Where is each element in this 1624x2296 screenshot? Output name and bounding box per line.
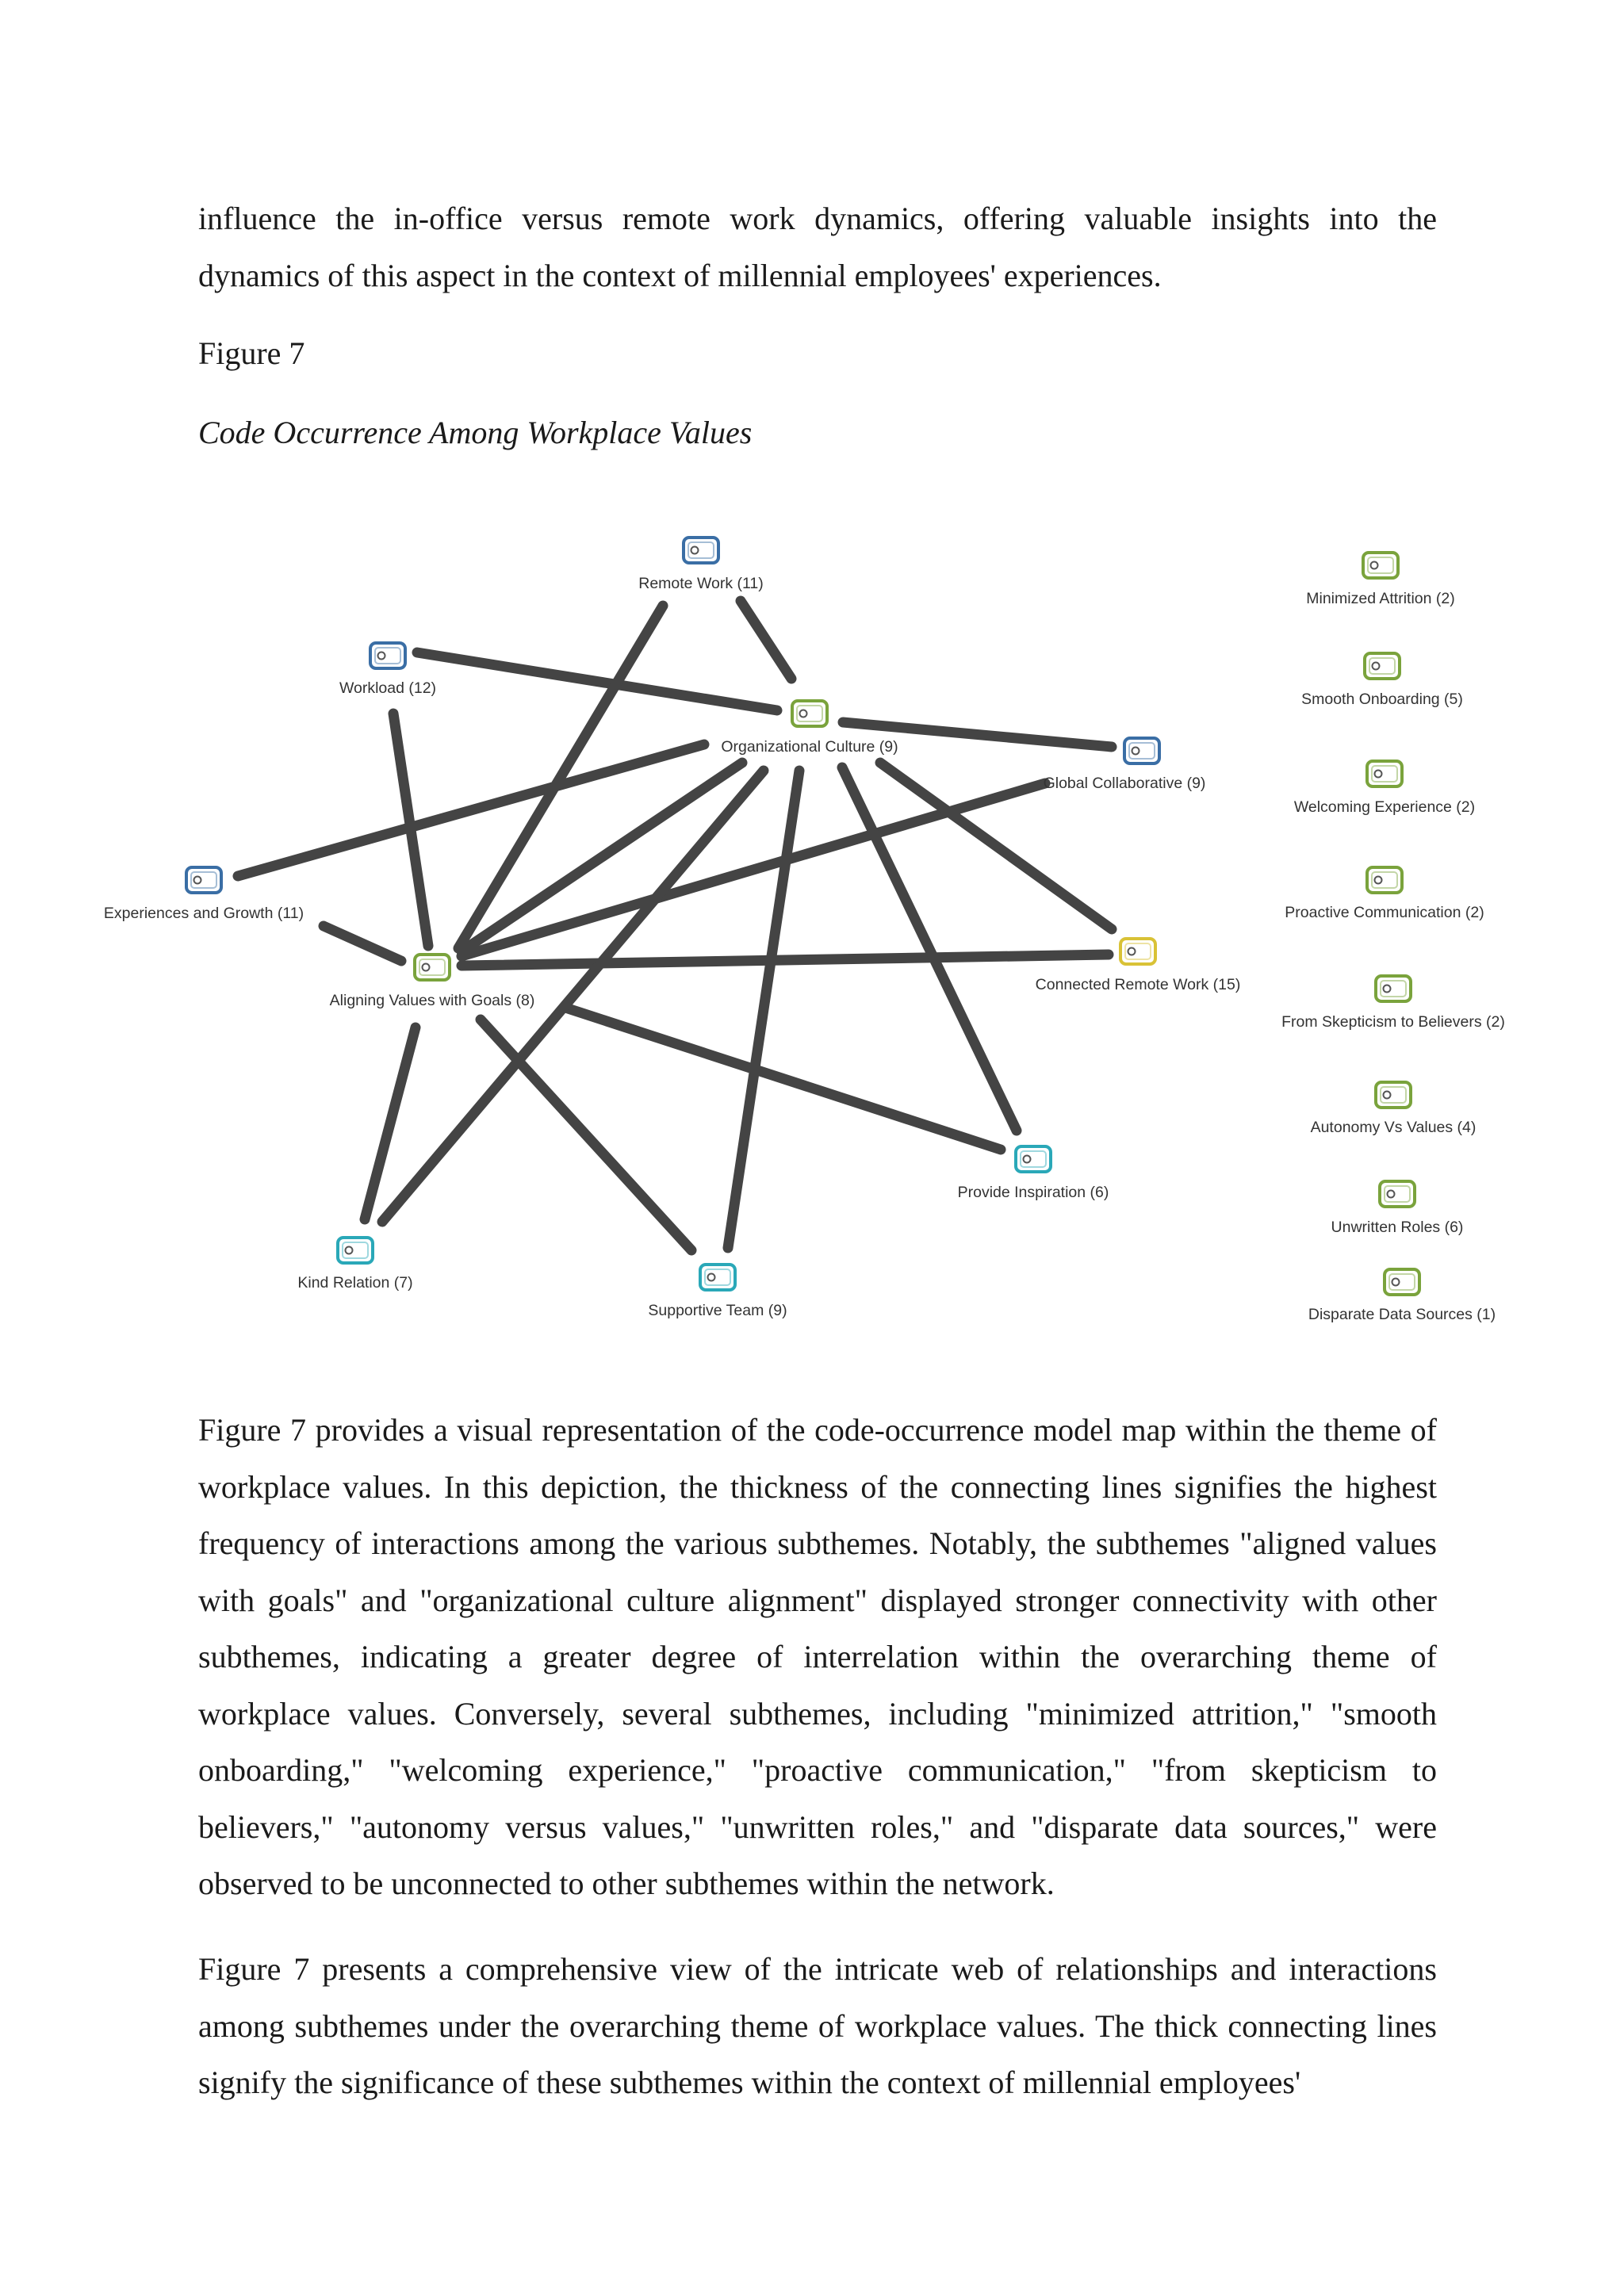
node-label: Smooth Onboarding (5) <box>1301 691 1463 708</box>
node-smooth-onboarding <box>1301 653 1463 708</box>
edge-aligning-values-to-global-collab <box>462 783 1045 956</box>
code-tag-icon <box>1363 553 1398 578</box>
code-occurrence-network <box>0 507 1624 1348</box>
code-tag-icon <box>415 955 450 980</box>
node-proactive-communication <box>1285 867 1484 921</box>
node-label: Organizational Culture (9) <box>721 738 898 756</box>
code-tag-icon <box>1120 939 1155 964</box>
intro-paragraph: influence the in-office versus remote work dynamics, offering valuable insights into the dynamics of this aspect in the context of millennial employees' experiences. <box>198 201 1437 293</box>
code-tag-icon <box>1365 653 1400 679</box>
node-label: Provide Inspiration (6) <box>957 1184 1109 1201</box>
edge-remote-work-to-aligning-values <box>458 606 663 948</box>
node-disparate-data <box>1308 1269 1496 1323</box>
edge-aligning-values-to-org-culture <box>462 763 742 951</box>
code-tag-icon <box>1380 1181 1415 1207</box>
edge-aligning-values-to-provide-inspiration <box>568 1008 1001 1150</box>
node-label: Proactive Communication (2) <box>1285 904 1484 921</box>
summary-paragraph: Figure 7 presents a comprehensive view of the intricate web of relationships and interactions among subthemes under the overarching theme of workplace values. The thick connecting lines signify the significance of these subthemes within the context of millennial employees' <box>198 1951 1437 2100</box>
node-supportive-team <box>648 1265 787 1319</box>
code-tag-icon <box>1016 1146 1051 1172</box>
node-label: Kind Relation (7) <box>297 1274 413 1292</box>
node-label: Autonomy Vs Values (4) <box>1310 1119 1477 1136</box>
edge-org-culture-to-supportive-team <box>728 771 799 1248</box>
node-unwritten-roles <box>1331 1181 1464 1236</box>
node-skepticism-believers <box>1281 976 1505 1031</box>
discussion-paragraph: Figure 7 provides a visual representation of the code-occurrence model map within the theme of workplace values. In this depiction, the thickness of the connecting lines signifies the highest frequency of interactions among the various subthemes. Notably, the subthemes "aligned values with goals" and "organizational culture alignment" displayed stronger connectivity with other subthemes, indicating a greater degree of interrelation within the overarching theme of workplace values. Conversely, several subthemes, including "minimized attrition," "smooth onboarding," "welcoming experience," "proactive communication," "from skepticism to believers," "autonomy versus values," "unwritten roles," and "disparate data sources," were observed to be unconnected to other subthemes within the network. <box>198 1412 1437 1901</box>
node-label: From Skepticism to Believers (2) <box>1281 1013 1505 1031</box>
code-tag-icon <box>338 1238 373 1263</box>
node-welcoming-experience <box>1294 761 1475 816</box>
node-label: Global Collaborative (9) <box>1043 775 1206 792</box>
edge-aligning-values-to-connected-remote <box>462 955 1109 966</box>
node-remote-work <box>638 538 764 592</box>
edge-experiences-growth-to-aligning-values <box>324 926 401 961</box>
code-tag-icon <box>186 867 221 893</box>
network-nodes <box>104 538 1505 1323</box>
network-edges <box>238 601 1112 1250</box>
node-label: Workload (12) <box>339 679 437 697</box>
code-tag-icon <box>700 1265 735 1290</box>
node-label: Remote Work (11) <box>638 575 764 592</box>
node-experiences-growth <box>104 867 304 922</box>
code-tag-icon <box>1385 1269 1419 1295</box>
code-tag-icon <box>684 538 718 563</box>
node-label: Minimized Attrition (2) <box>1306 590 1455 607</box>
node-minimized-attrition <box>1306 553 1454 607</box>
node-label: Connected Remote Work (15) <box>1035 976 1241 993</box>
edge-experiences-growth-to-org-culture <box>238 744 704 876</box>
code-tag-icon <box>1367 867 1402 893</box>
code-tag-icon <box>1367 761 1402 786</box>
figure-title: Code Occurrence Among Workplace Values <box>198 415 753 450</box>
node-label: Welcoming Experience (2) <box>1293 798 1476 816</box>
node-label: Experiences and Growth (11) <box>103 905 304 922</box>
code-tag-icon <box>1124 738 1159 763</box>
node-autonomy-values <box>1311 1082 1477 1136</box>
node-connected-remote <box>1036 939 1241 993</box>
edge-aligning-values-to-supportive-team <box>481 1020 691 1250</box>
edge-remote-work-to-org-culture <box>741 601 791 679</box>
code-tag-icon <box>370 643 405 668</box>
node-provide-inspiration <box>958 1146 1109 1201</box>
code-tag-icon <box>1376 1082 1411 1108</box>
node-kind-relation <box>297 1238 412 1292</box>
code-tag-icon <box>792 701 827 726</box>
code-tag-icon <box>1376 976 1411 1001</box>
node-label: Disparate Data Sources (1) <box>1308 1306 1496 1323</box>
edge-workload-to-org-culture <box>417 652 777 710</box>
node-label: Aligning Values with Goals (8) <box>329 992 535 1009</box>
figure-label: Figure 7 <box>198 335 305 371</box>
node-label: Unwritten Roles (6) <box>1331 1219 1464 1236</box>
node-label: Supportive Team (9) <box>648 1302 787 1319</box>
